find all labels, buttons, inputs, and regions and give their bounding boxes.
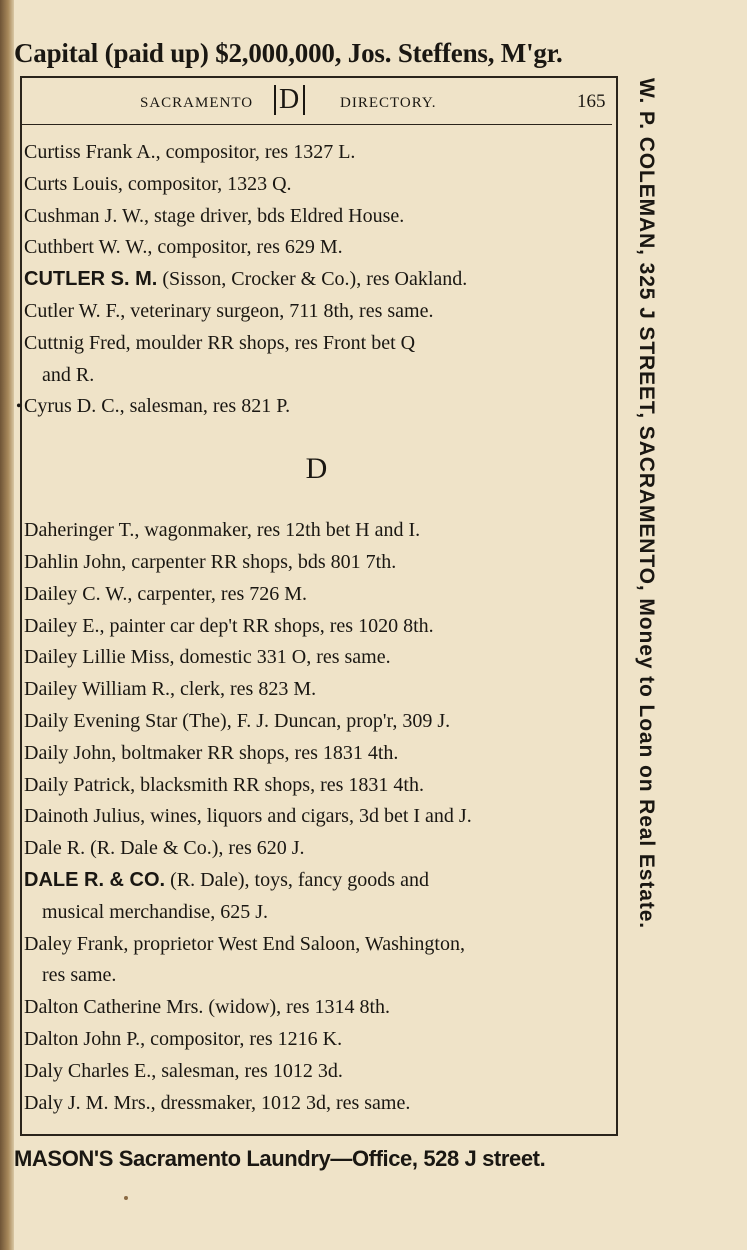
section-heading: D (305, 452, 329, 486)
margin-mark: • (16, 398, 22, 416)
entry-text: Cuttnig Fred, moulder RR shops, res Front bet Q (24, 331, 416, 354)
entry-text: Cushman J. W., stage driver, bds Eldred House. (24, 204, 405, 227)
entry-text: Dalton John P., compositor, res 1216 K. (24, 1027, 343, 1050)
entry-text: Cuthbert W. W., compositor, res 629 M. (24, 236, 343, 259)
page-number: 165 (577, 91, 606, 112)
entry-text: Daily Patrick, blacksmith RR shops, res 1831 4th. (24, 773, 424, 796)
entry-bold-name: CUTLER S. M. (24, 268, 158, 291)
entry-text: (Sisson, Crocker & Co.), res Oakland. (157, 268, 468, 291)
list-item (24, 579, 610, 611)
entry-text: musical merchandise, 625 J. (42, 900, 269, 923)
bottom-advertisement-banner: MASON'S Sacramento Laundry—Office, 528 J street. (14, 1146, 546, 1171)
entry-text: Dailey E., painter car dep't RR shops, res 1020 8th. (24, 614, 434, 637)
list-item-continuation (24, 897, 610, 929)
page-bottom-rule (20, 1134, 616, 1136)
entry-text: Dalton Catherine Mrs. (widow), res 1314 8th. (24, 996, 391, 1019)
entry-text: Dailey Lillie Miss, domestic 331 O, res same. (24, 646, 391, 669)
list-item (24, 642, 610, 674)
list-item (24, 611, 610, 643)
entry-text: Dailey William R., clerk, res 823 M. (24, 678, 317, 701)
paper-speck (124, 1196, 128, 1200)
list-item (24, 515, 610, 547)
entry-text: Dale R. (R. Dale & Co.), res 620 J. (24, 837, 305, 860)
entry-text: Daily Evening Star (The), F. J. Duncan, prop'r, 309 J. (24, 709, 451, 732)
list-item (24, 1088, 610, 1120)
entry-text: and R. (42, 363, 95, 386)
list-item (16, 391, 610, 423)
list-item (24, 232, 610, 264)
entry-text: Daley Frank, proprietor West End Saloon, Washington, (24, 932, 465, 955)
list-item (24, 547, 610, 579)
list-item (24, 929, 610, 961)
entry-text: Dainoth Julius, wines, liquors and cigars, 3d bet I and J. (24, 805, 472, 828)
entry-text: Dailey C. W., carpenter, res 726 M. (24, 582, 308, 605)
list-item (24, 865, 610, 897)
side-advertisement (628, 78, 664, 1140)
list-item (24, 328, 610, 360)
directory-entries (16, 137, 610, 1119)
list-item (24, 296, 610, 328)
list-item (24, 201, 610, 233)
book-binding-edge (0, 0, 14, 1250)
entry-text: Daly Charles E., salesman, res 1012 3d. (24, 1059, 343, 1082)
list-item (24, 137, 610, 169)
entry-text: Curtiss Frank A., compositor, res 1327 L. (24, 141, 356, 163)
list-item (24, 738, 610, 770)
list-item (24, 674, 610, 706)
entry-text: Daheringer T., wagonmaker, res 12th bet H and I. (24, 519, 421, 542)
list-item (24, 770, 610, 802)
top-advertisement-banner: Capital (paid up) $2,000,000, Jos. Steffens, M'gr. (14, 38, 563, 68)
entry-text: Curts Louis, compositor, 1323 Q. (24, 172, 292, 195)
entry-text: (R. Dale), toys, fancy goods and (165, 868, 429, 891)
entry-text: Daly J. M. Mrs., dressmaker, 1012 3d, res same. (24, 1091, 411, 1114)
entry-bold-name: DALE R. & CO. (24, 868, 166, 891)
list-item (24, 801, 610, 833)
entry-text: Cyrus D. C., salesman, res 821 P. (24, 395, 291, 418)
list-item (24, 169, 610, 201)
header-rule (22, 124, 612, 125)
entry-text: Dahlin John, carpenter RR shops, bds 801 7th. (24, 550, 397, 573)
side-advertisement-text: W. P. COLEMAN, 325 J STREET, SACRAMENTO, Money to Loan on Real Estate. (635, 78, 658, 930)
entry-text: res same. (42, 964, 117, 987)
entry-text: Cutler W. F., veterinary surgeon, 711 8th, res same. (24, 299, 434, 322)
running-header (140, 84, 610, 119)
header-directory-word: DIRECTORY. (340, 95, 437, 111)
list-item (24, 833, 610, 865)
entry-text: Daily John, boltmaker RR shops, res 1831 4th. (24, 741, 399, 764)
list-item-continuation (24, 360, 610, 392)
list-item (24, 264, 610, 296)
list-item (24, 706, 610, 738)
list-item (24, 1024, 610, 1056)
list-item (24, 992, 610, 1024)
list-item-continuation (24, 960, 610, 992)
header-section-letter: D (274, 85, 305, 115)
header-city: SACRAMENTO (140, 95, 254, 111)
list-item (24, 1056, 610, 1088)
